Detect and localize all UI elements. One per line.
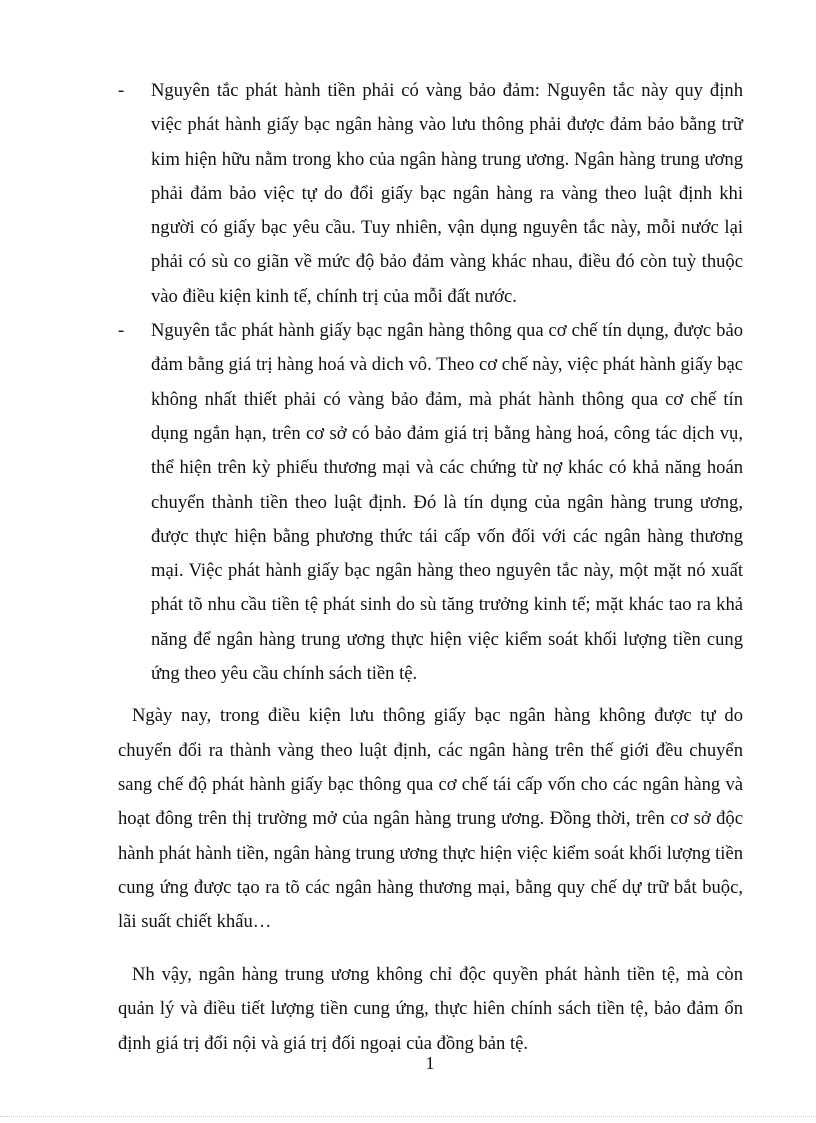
paragraph-nowadays: Ngày nay, trong điều kiện lưu thông giấy bạc ngân hàng không được tự do chuyển đổi ra thành vàng theo luật định, các ngân hàng trên thế giới đều chuyển sang chế độ phát hành giấy bạc thông qua cơ chế tái cấp vốn cho các ngân hàng và hoạt đông trên thị trường mở của ngân hàng trung ương. Đồng thời, trên cơ sở độc hành phát hành tiền, ngân hàng trung ương thực hiện việc kiểm soát khối lượng tiền cung ứng được tạo ra tõ các ngân hàng thương mại, bằng quy chế dự trữ bắt buộc, lãi suất chiết khấu… — [118, 705, 743, 933]
bullet-text: Nguyên tắc phát hành giấy bạc ngân hàng thông qua cơ chế tín dụng, được bảo đảm bằng giá trị hàng hoá và dich vô. Theo cơ chế này, việc phát hành giấy bạc không nhất thiết phải có vàng bảo đảm, mà phát hành thông qua cơ chế tín dụng ngắn hạn, trên cơ sở có bảo đảm giá trị bằng hàng hoá, công tác dịch vụ, thể hiện trên kỳ phiếu thương mại và các chứng từ nợ khác có khả năng hoán chuyển thành tiền theo luật định. Đó là tín dụng của ngân hàng trung ương, được thực hiện bằng phương thức tái cấp vốn đối với các ngân hàng thương mại. Việc phát hành giấy bạc ngân hàng theo nguyên tắc này, một mặt nó xuất phát tõ nhu cầu tiền tệ phát sinh do sù tăng trưởng kinh tế; mặt khác tao ra khả năng để ngân hàng trung ương thực hiện việc kiểm soát khối lượng tiền cung ứng theo yêu cầu chính sách tiền tệ. — [151, 320, 743, 685]
paragraph-conclusion: Nh vậy, ngân hàng trung ương không chỉ độc quyền phát hành tiền tệ, mà còn quản lý và điều tiết lượng tiền cung ứng, thực hiên chính sách tiền tệ, bảo đảm ổn định giá trị đối nội và giá trị đối ngoại của đồng bản tệ. — [118, 964, 743, 1054]
bullet-text: Nguyên tắc phát hành tiền phải có vàng bảo đảm: Nguyên tắc này quy định việc phát hành giấy bạc ngân hàng vào lưu thông phải được đảm bảo bằng trữ kim hiện hữu nằm trong kho của ngân hàng trung ương. Ngân hàng trung ương phải đảm bảo việc tự do đổi giấy bạc ngân hàng ra vàng theo luật định khi người có giấy bạc yêu cầu. Tuy nhiên, vận dụng nguyên tắc này, mỗi nước lại phải có sù co giãn về mức độ bảo đảm vàng khác nhau, điều đó còn tuỳ thuộc vào điều kiện kinh tế, chính trị của mỗi đất nước. — [151, 80, 743, 307]
bullet-marker: - — [118, 320, 125, 342]
footer-divider — [0, 1116, 816, 1117]
page-number: 1 — [425, 1053, 435, 1073]
bullet-item-credit-mechanism — [118, 314, 743, 691]
bullet-marker: - — [118, 80, 125, 101]
bullet-item-gold-backing — [118, 74, 743, 314]
document-body — [118, 74, 743, 1080]
